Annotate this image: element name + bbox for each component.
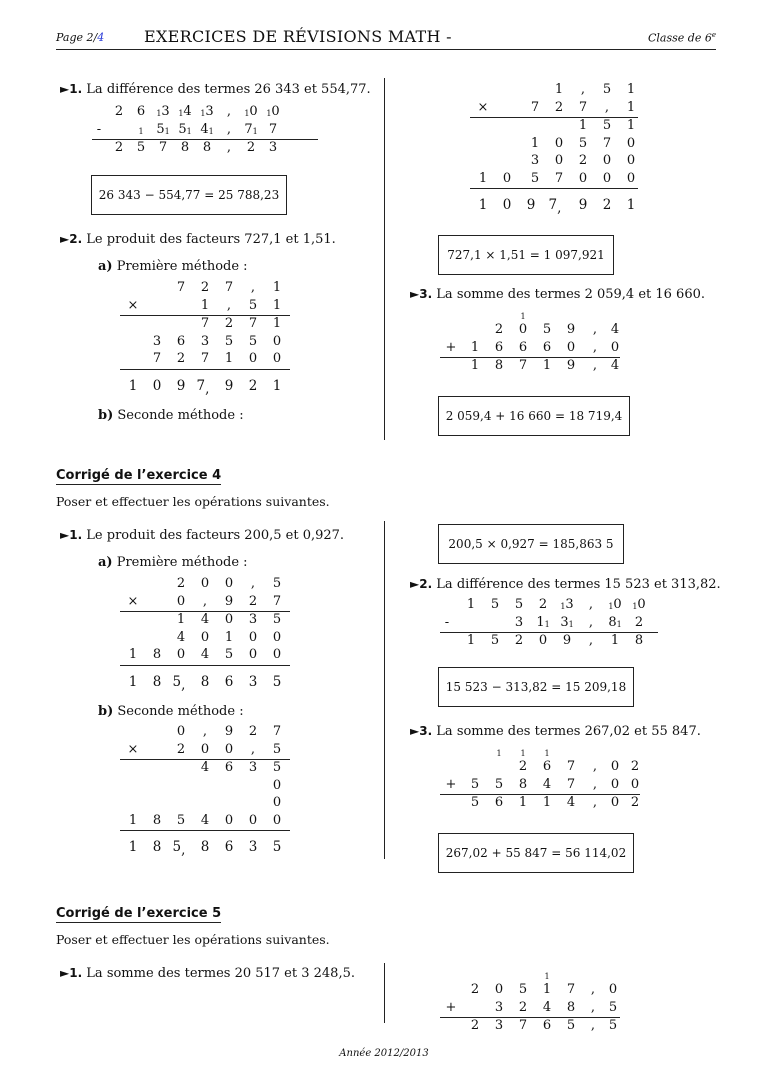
- ex3-q1-statement: ►1. La différence des termes 26 343 et 554,77.: [60, 82, 371, 97]
- triangle-bullet-icon: ►: [60, 966, 70, 980]
- ex5-q1-addition: 1 2 0 5 1 7 , 0 + 3 2 4 8 , 5 2 3 7 6 5 , 5: [440, 972, 620, 1036]
- result-row: 1 8 7 1 9 , 4: [470, 358, 620, 373]
- triangle-bullet-icon: ►: [60, 528, 70, 542]
- result-row: 2 3 7 6 5 , 5: [470, 1018, 618, 1033]
- ex3-q2-statement: ►2. Le produit des facteurs 727,1 et 1,51.: [60, 232, 336, 247]
- result-row: 5 6 1 1 4 , 0 2: [470, 795, 640, 810]
- result-row: 1 5 2 0 9 , 1 8: [466, 633, 644, 648]
- result-row: 2 5 7 8 8 , 2 3: [114, 140, 278, 155]
- triangle-bullet-icon: ►: [410, 287, 420, 301]
- page-footer: Année 2012/2013: [339, 1048, 429, 1059]
- ex4-q1-multiplication-second: 0 , 9 2 7 × 2 0 0 , 5 4 6 3 5 0 0 1 8 5 4 0 0 0 1 8 5, 8 6 3 5: [120, 724, 295, 857]
- triangle-bullet-icon: ►: [60, 232, 70, 246]
- ex4-q1-b-label: b) Seconde méthode :: [98, 704, 244, 719]
- ex5-instruction: Poser et effectuer les opérations suivantes.: [56, 932, 330, 947]
- ex3-q2-multiplication-first: 7 2 7 , 1 × 1 , 5 1 7 2 7 1 3 6 3 5 5 0 7 2 7 1 0 0 1 0 9 7, 9 2 1: [120, 280, 295, 395]
- operand-row: - 1 51 51 41 , 71 7: [96, 121, 278, 137]
- result-row: 1 8 5, 8 6 3 5: [128, 839, 282, 858]
- result-row: 1 0 9 7, 9 2 1: [128, 377, 282, 397]
- page-total-link[interactable]: 4: [97, 31, 105, 44]
- ex4-q1-statement: ►1. Le produit des facteurs 200,5 et 0,927.: [60, 528, 345, 543]
- column-divider-3: [384, 963, 385, 1023]
- triangle-bullet-icon: ►: [60, 82, 70, 96]
- ex3-q2-answer-box: 727,1 × 1,51 = 1 097,921: [438, 235, 614, 275]
- ex3-q3-statement: ►3. La somme des termes 2 059,4 et 16 660.: [410, 287, 705, 302]
- ex3-q3-answer-box: 2 059,4 + 16 660 = 18 719,4: [438, 396, 630, 436]
- ex4-q2-subtraction: 1 5 5 2 13 , 10 10 - 3 11 31 , 81 2 1 5 2 0 9 , 1 8: [440, 597, 660, 651]
- ex4-q2-answer-box: 15 523 − 313,82 = 15 209,18: [438, 667, 634, 707]
- ex3-q2-multiplication-second: 1 , 5 1 × 7 2 7 , 1 1 5 1 1 0 5 7 0 3 0 2 0 0 1 0 5 7 0 0 0 1 0 9 7, 9 2 1: [470, 82, 640, 215]
- ex3-q2-b-label: b) Seconde méthode :: [98, 408, 244, 423]
- ex3-q2-a-label: a) Première méthode :: [98, 259, 248, 274]
- ex4-q1-answer-box: 200,5 × 0,927 = 185,863 5: [438, 524, 624, 564]
- column-divider-1: [384, 78, 385, 440]
- ex3-q3-addition: 1 2 0 5 9 , 4 + 1 6 6 6 0 , 0 1 8 7 1 9 , 4: [440, 312, 620, 376]
- triangle-bullet-icon: ►: [410, 724, 420, 738]
- page-number: Page 2/4: [56, 31, 105, 44]
- ex4-q1-multiplication-first: 2 0 0 , 5 × 0 , 9 2 7 1 4 0 3 5 4 0 1 0 0 1 8 0 4 5 0 0 1 8 5, 8 6 3 5: [120, 576, 295, 691]
- operand-row: 2 6 13 14 13 , 10 10: [114, 104, 280, 119]
- ex4-q3-statement: ►3. La somme des termes 267,02 et 55 847.: [410, 724, 701, 739]
- column-divider-2: [384, 521, 385, 859]
- ex4-heading: Corrigé de l’exercice 4: [56, 468, 222, 483]
- ex3-q1-subtraction: [92, 104, 322, 158]
- result-row: 1 0 9 7, 9 2 1: [478, 197, 636, 216]
- ex4-instruction: Poser et effectuer les opérations suivantes.: [56, 494, 330, 509]
- ex4-q3-answer-box: 267,02 + 55 847 = 56 114,02: [438, 833, 634, 873]
- page-header: [56, 26, 716, 50]
- ex5-q1-statement: ►1. La somme des termes 20 517 et 3 248,5.: [60, 966, 355, 981]
- result-row: 1 8 5, 8 6 3 5: [128, 673, 282, 693]
- class-label: Classe de 6e: [648, 31, 716, 45]
- document-title: EXERCICES DE RÉVISIONS MATH -: [144, 27, 452, 46]
- ex4-q1-a-label: a) Première méthode :: [98, 555, 248, 570]
- ex5-heading: Corrigé de l’exercice 5: [56, 906, 222, 921]
- ex4-q2-statement: ►2. La différence des termes 15 523 et 313,82.: [410, 577, 721, 592]
- ex4-q3-addition: 1 1 1 2 6 7 , 0 2 + 5 5 8 4 7 , 0 0 5 6 1 1 4 , 0 2: [440, 749, 640, 813]
- triangle-bullet-icon: ►: [410, 577, 420, 591]
- ex3-q1-answer-box: 26 343 − 554,77 = 25 788,23: [91, 175, 287, 215]
